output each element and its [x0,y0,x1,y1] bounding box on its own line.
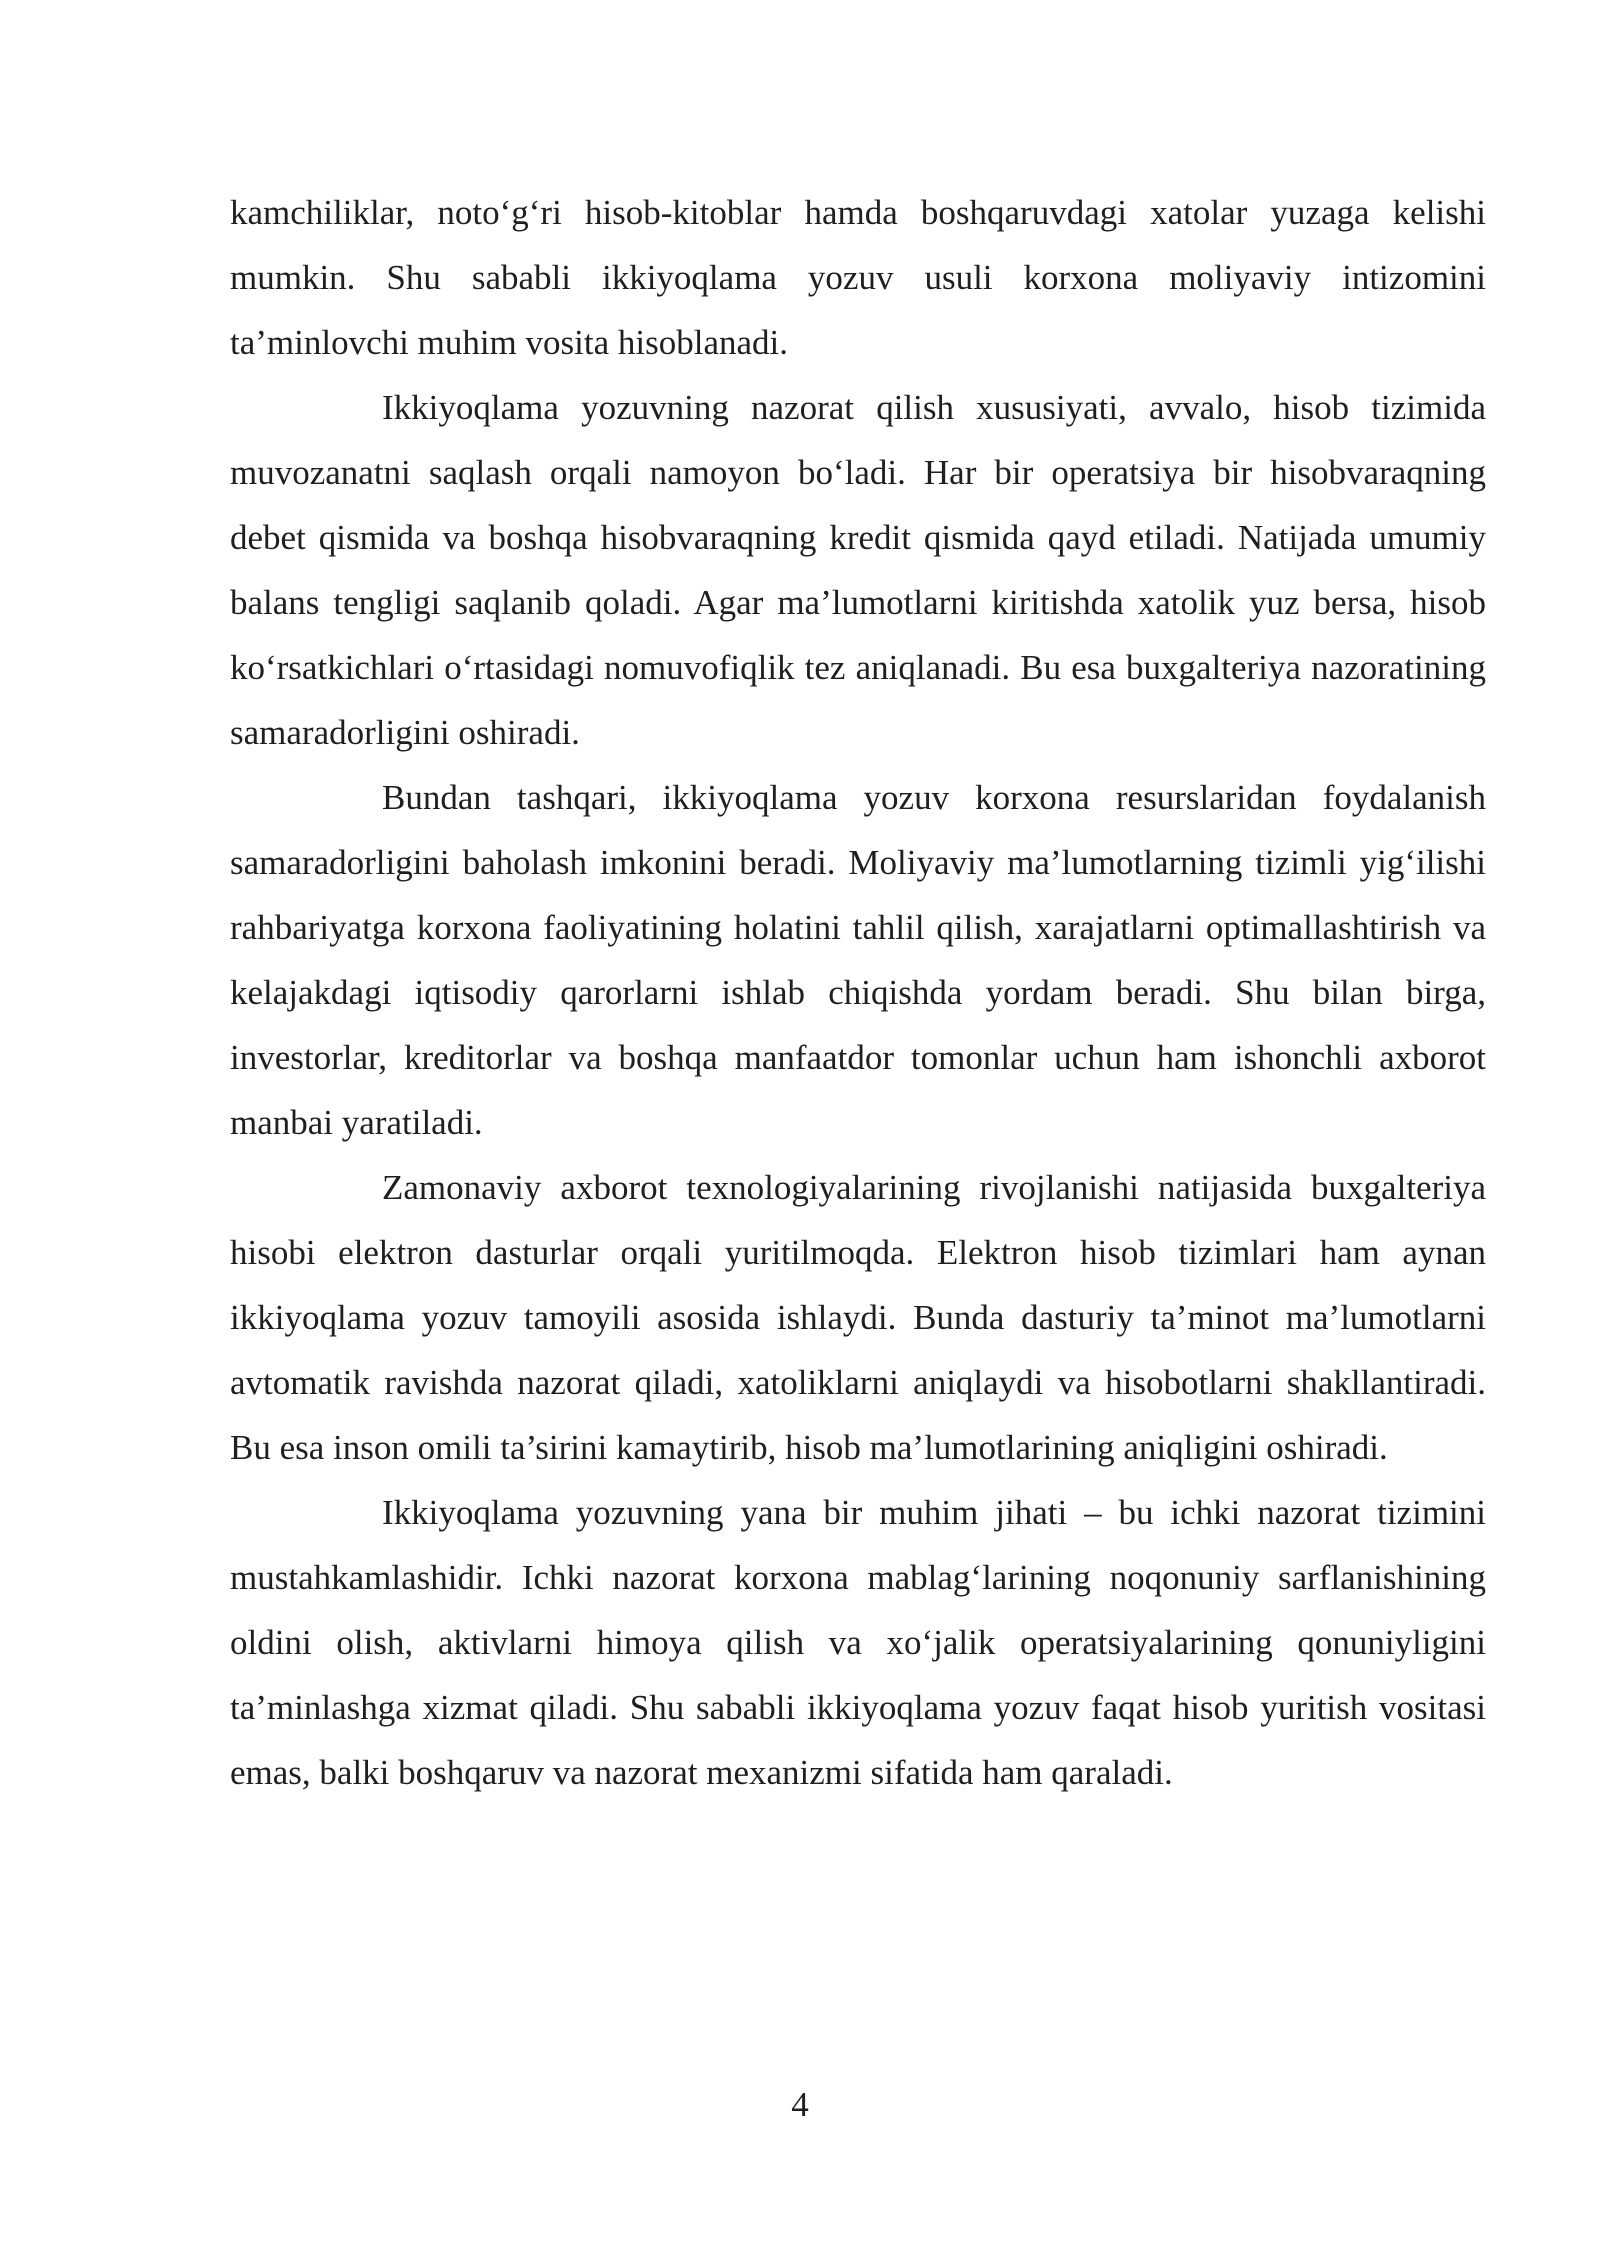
paragraph-2: Ikkiyoqlama yozuvning nazorat qilish xususiyati, avvalo, hisob tizimida muvozanatni saqlash orqali namoyon bo‘ladi. Har bir operatsiya bir hisobvaraqning debet qismida va boshqa hisobvaraqning kredit qismida qayd etiladi. Natijada umumiy balans tengligi saqlanib qoladi. Agar ma’lumotlarni kiritishda xatolik yuz bersa, hisob ko‘rsatkichlari o‘rtasidagi nomuvofiqlik tez aniqlanadi. Bu esa buxgalteriya nazoratining samaradorligini oshiradi. [230,388,1486,752]
page-number: 4 [791,2085,809,2124]
paragraph-5: Ikkiyoqlama yozuvning yana bir muhim jihati – bu ichki nazorat tizimini mustahkamlashidir. Ichki nazorat korxona mablag‘larining noqonuniy sarflanishining oldini olish, aktivlarni himoya qilish va xo‘jalik operatsiyalarining qonuniyligini ta’minlashga xizmat qiladi. Shu sababli ikkiyoqlama yozuv faqat hisob yuritish vositasi emas, balki boshqaruv va nazorat mexanizmi sifatida ham qaraladi. [230,1493,1486,1792]
paragraph-3: Bundan tashqari, ikkiyoqlama yozuv korxona resurslaridan foydalanish samaradorligini baholash imkonini beradi. Moliyaviy ma’lumotlarning tizimli yig‘ilishi rahbariyatga korxona faoliyatining holatini tahlil qilish, xarajatlarni optimallashtirish va kelajakdagi iqtisodiy qarorlarni ishlab chiqishda yordam beradi. Shu bilan birga, investorlar, kreditorlar va boshqa manfaatdor tomonlar uchun ham ishonchli axborot manbai yaratiladi. [230,778,1486,1142]
paragraph-1: kamchiliklar, noto‘g‘ri hisob-kitoblar hamda boshqaruvdagi xatolar yuzaga kelishi mumkin. Shu sababli ikkiyoqlama yozuv usuli korxona moliyaviy intizomini ta’minlovchi muhim vosita hisoblanadi. [230,193,1486,362]
page-body [230,180,1486,1805]
paragraph-4: Zamonaviy axborot texnologiyalarining rivojlanishi natijasida buxgalteriya hisobi elektron dasturlar orqali yuritilmoqda. Elektron hisob tizimlari ham aynan ikkiyoqlama yozuv tamoyili asosida ishlaydi. Bunda dasturiy ta’minot ma’lumotlarni avtomatik ravishda nazorat qiladi, xatoliklarni aniqlaydi va hisobotlarni shakllantiradi. Bu esa inson omili ta’sirini kamaytirib, hisob ma’lumotlarining aniqligini oshiradi. [230,1168,1486,1467]
